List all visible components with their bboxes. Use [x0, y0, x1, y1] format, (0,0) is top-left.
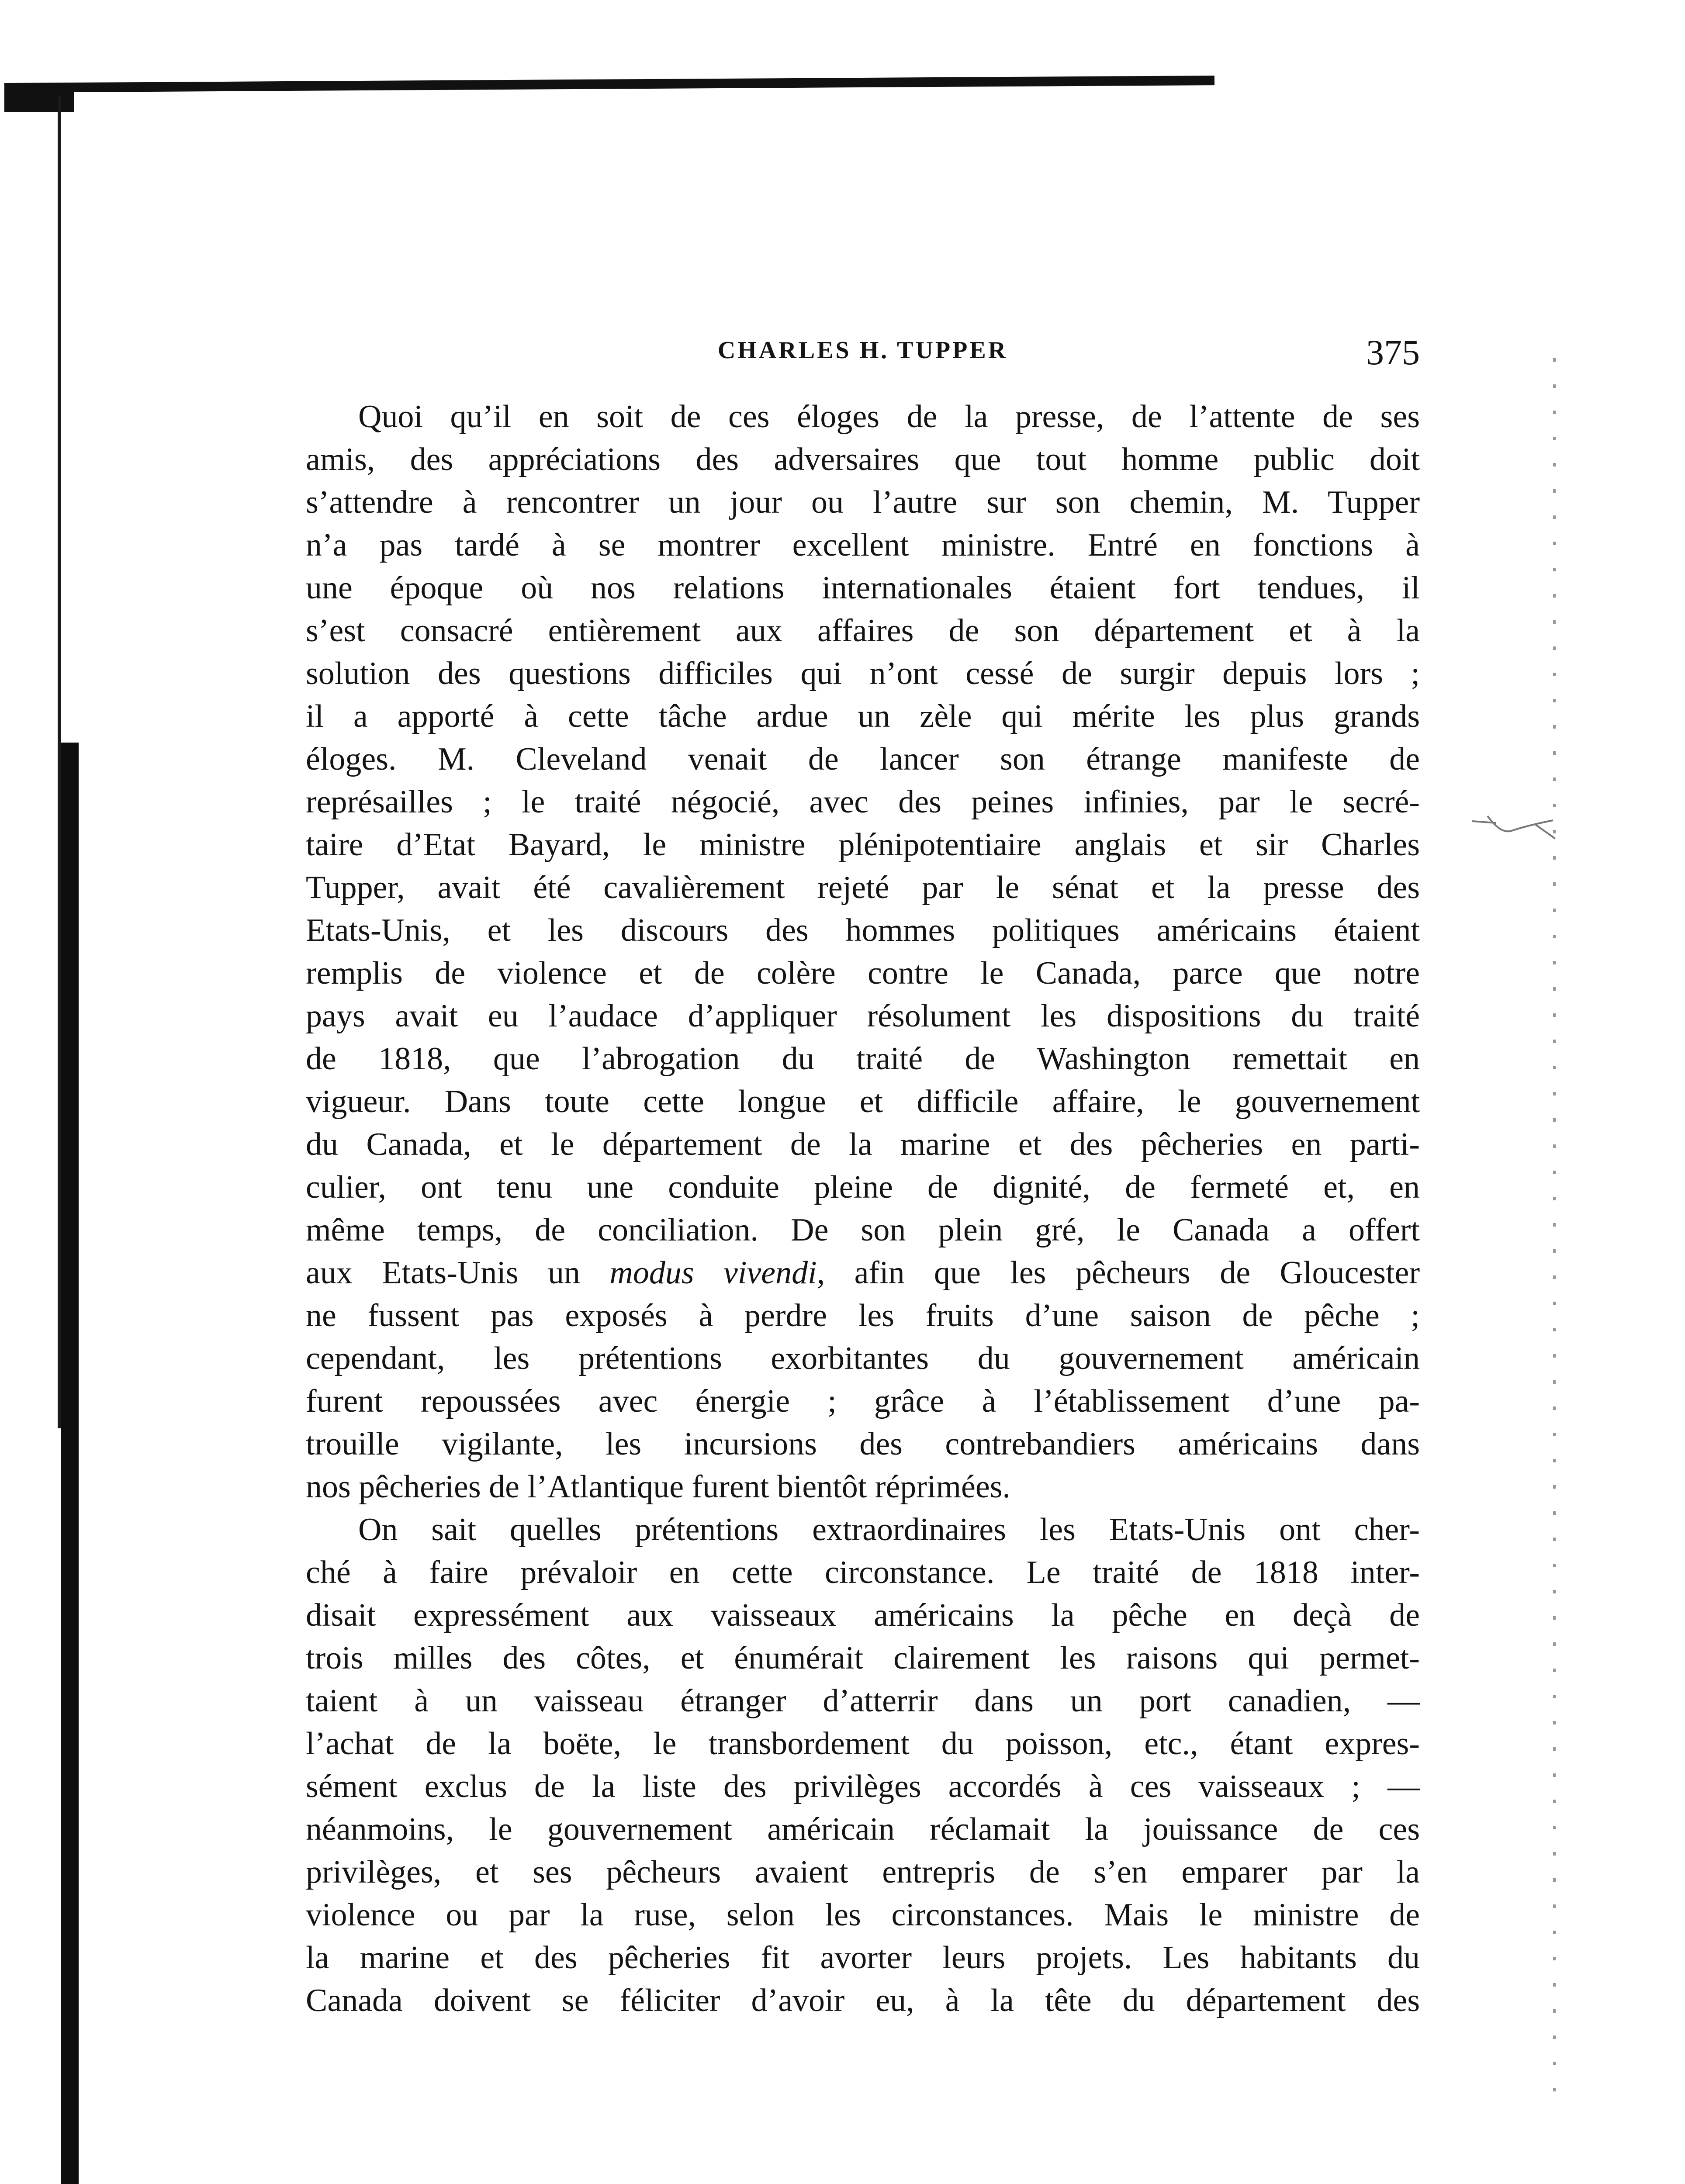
text-line: même temps, de conciliation. De son plein gré, le Canada a offert — [306, 1212, 1420, 1248]
text-line: de 1818, que l’abrogation du traité de Washington remettait en — [306, 1041, 1420, 1077]
text-line: Canada doivent se féliciter d’avoir eu, à la tête du département des — [306, 1983, 1420, 2018]
text-line: sément exclus de la liste des privilèges accordés à ces vaisseaux ; — — [306, 1769, 1420, 1804]
running-head-title: CHARLES H. TUPPER — [717, 337, 1008, 364]
scan-corner-mark — [4, 86, 74, 112]
text-line: culier, ont tenu une conduite pleine de dignité, de fermeté et, en — [306, 1169, 1420, 1205]
text-line: nos pêcheries de l’Atlantique furent bientôt réprimées. — [306, 1469, 1011, 1505]
text-line: n’a pas tardé à se montrer excellent ministre. Entré en fonctions à — [306, 527, 1420, 563]
text-line: furent repoussées avec énergie ; grâce à l’établissement d’une pa- — [306, 1383, 1420, 1419]
paragraph — [306, 395, 1420, 1508]
text-line: éloges. M. Cleveland venait de lancer son étrange manifeste de — [306, 741, 1420, 777]
text-line: amis, des appréciations des adversaires que tout homme public doit — [306, 442, 1420, 477]
text-line: disait expressément aux vaisseaux américains la pêche en deçà de — [306, 1597, 1420, 1633]
text-line: aux Etats-Unis un modus vivendi, afin que les pêcheurs de Gloucester — [306, 1255, 1420, 1291]
running-head — [306, 332, 1420, 380]
text-line: trouille vigilante, les incursions des contrebandiers américains dans — [306, 1426, 1420, 1462]
text-line: taire d’Etat Bayard, le ministre plénipotentiaire anglais et sir Charles — [306, 827, 1420, 863]
scan-top-rule — [4, 76, 1214, 93]
text-line: cependant, les prétentions exorbitantes du gouvernement américain — [306, 1341, 1420, 1376]
text-line: taient à un vaisseau étranger d’atterrir dans un port canadien, — — [306, 1683, 1420, 1719]
text-line: s’est consacré entièrement aux affaires de son département et à la — [306, 613, 1420, 649]
text-line: s’attendre à rencontrer un jour ou l’autre sur son chemin, M. Tupper — [306, 484, 1420, 520]
text-line: ne fussent pas exposés à perdre les fruits d’une saison de pêche ; — [306, 1298, 1420, 1334]
text-line: privilèges, et ses pêcheurs avaient entrepris de s’en emparer par la — [306, 1854, 1420, 1890]
text-line: solution des questions difficiles qui n’ont cessé de surgir depuis lors ; — [306, 656, 1420, 691]
text-line: trois milles des côtes, et énumérait clairement les raisons qui permet- — [306, 1640, 1420, 1676]
paragraph — [306, 1508, 1420, 2022]
text-line: représailles ; le traité négocié, avec des peines infinies, par le secré- — [306, 784, 1420, 820]
text-line: vigueur. Dans toute cette longue et difficile affaire, le gouvernement — [306, 1084, 1420, 1120]
text-line: du Canada, et le département de la marine et des pêcheries en parti- — [306, 1127, 1420, 1162]
text-line: une époque où nos relations internationales étaient fort tendues, il — [306, 570, 1420, 606]
italic-phrase: modus vivendi — [609, 1255, 817, 1291]
page-number: 375 — [1366, 332, 1420, 372]
text-line: ché à faire prévaloir en cette circonstance. Le traité de 1818 inter- — [306, 1555, 1420, 1590]
scan-binding-shadow — [61, 743, 79, 2184]
scan-right-edge-noise — [1553, 358, 1556, 2105]
text-line: la marine et des pêcheries fit avorter leurs projets. Les habitants du — [306, 1940, 1420, 1976]
text-line: Quoi qu’il en soit de ces éloges de la presse, de l’attente de ses — [358, 399, 1420, 435]
text-line: il a apporté à cette tâche ardue un zèle qui mérite les plus grands — [306, 698, 1420, 734]
text-line: néanmoins, le gouvernement américain réclamait la jouissance de ces — [306, 1811, 1420, 1847]
scan-binding-edge — [58, 96, 61, 1428]
text-line: remplis de violence et de colère contre le Canada, parce que notre — [306, 955, 1420, 991]
text-line: Tupper, avait été cavalièrement rejeté par le sénat et la presse des — [306, 870, 1420, 905]
text-line: pays avait eu l’audace d’appliquer résolument les dispositions du traité — [306, 998, 1420, 1034]
body-text — [306, 395, 1420, 2022]
pencil-annotation-mark — [1470, 808, 1557, 843]
text-line: l’achat de la boëte, le transbordement du poisson, etc., étant expres- — [306, 1726, 1420, 1762]
text-line: On sait quelles prétentions extraordinaires les Etats-Unis ont cher- — [358, 1512, 1420, 1548]
text-line: Etats-Unis, et les discours des hommes politiques américains étaient — [306, 912, 1420, 948]
text-line: violence ou par la ruse, selon les circonstances. Mais le ministre de — [306, 1897, 1420, 1933]
